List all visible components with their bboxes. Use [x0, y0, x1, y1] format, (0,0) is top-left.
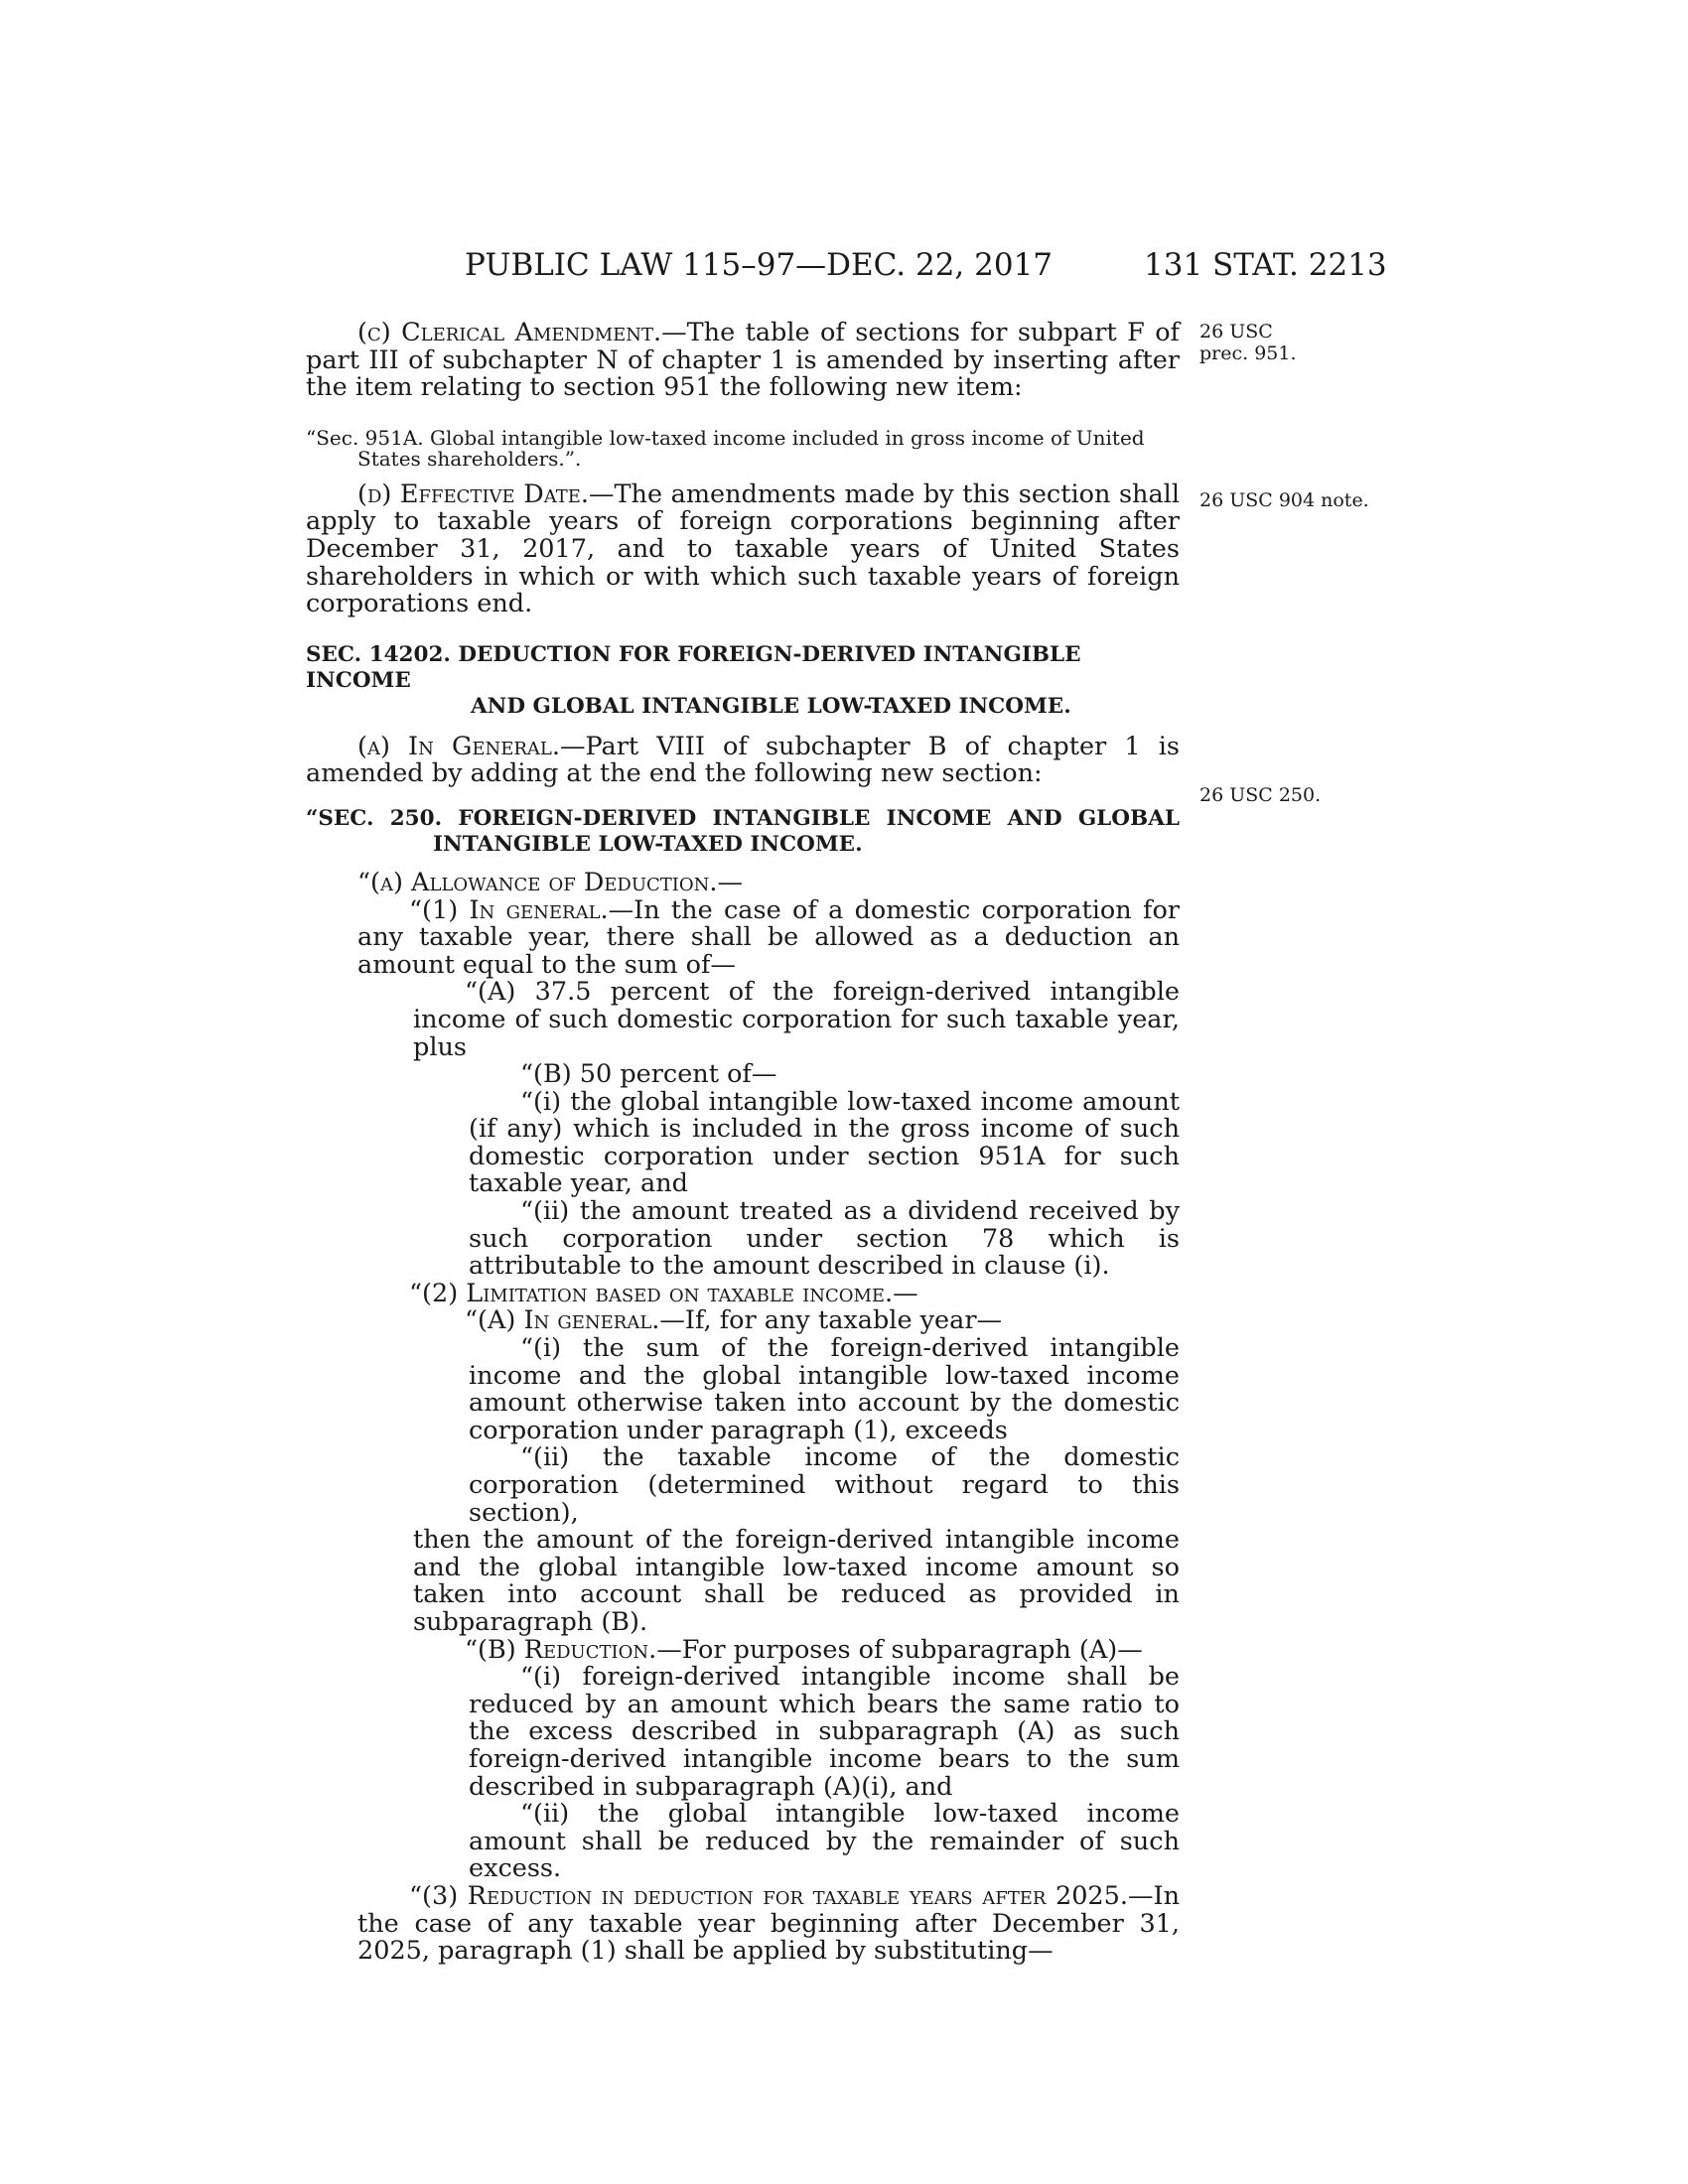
heading-allowance: “(a) Allowance of Deduction. [357, 867, 718, 897]
section-title-line: AND GLOBAL INTANGIBLE LOW-TAXED INCOME. [471, 693, 1071, 719]
paragraph-text: — [717, 867, 744, 897]
paragraph-text: —Part VIII of subchapter B of chapter 1 is amended by adding at the end the following new section: [306, 731, 1180, 789]
paragraph-1 [306, 894, 1180, 980]
margin-note-line: 26 USC [1199, 321, 1273, 342]
paragraph-text: —The amendments made by this section shall apply to taxable years of foreign corporations beginning after December 31, 2017, and to taxable years of United States shareholders in which or with which such taxable years of foreign corporations end. [306, 478, 1180, 619]
document-body [306, 320, 1180, 1966]
item-line: “Sec. 951A. Global intangible low-taxed income included in gross income of United [306, 425, 1145, 450]
paragraph-2 [306, 1278, 1180, 1308]
heading-effective-date: (d) Effective Date. [357, 478, 590, 509]
heading-in-general-1: “(1) In general. [409, 894, 609, 925]
heading-limitation: “(2) Limitation based on taxable income. [409, 1278, 894, 1308]
subparagraph-2B [306, 1634, 1180, 1665]
margin-note-usc-951 [1199, 321, 1297, 364]
heading-in-general-2A: “(A) In general. [465, 1305, 660, 1336]
page-number: 131 STAT. 2213 [1144, 247, 1387, 283]
subparagraph-A: “(A) 37.5 percent of the foreign-derived intangible income of such domestic corporation for such taxable year, plus [413, 977, 1180, 1062]
running-header-title: PUBLIC LAW 115–97—DEC. 22, 2017 [465, 247, 1054, 283]
paragraph-d [306, 478, 1180, 619]
section-title-line: INTANGIBLE LOW-TAXED INCOME. [433, 831, 863, 857]
margin-note-line: prec. 951. [1199, 342, 1297, 364]
section-14202-title [306, 642, 1180, 720]
clause-B-ii: “(ii) the amount treated as a dividend received by such corporation under section 78 which is attributable to the amount described in clause (i). [469, 1196, 1180, 1282]
heading-reduction: “(B) Reduction. [465, 1634, 657, 1665]
section-title-line: “SEC. 250. FOREIGN-DERIVED INTANGIBLE INCOME AND GLOBAL [306, 805, 1180, 831]
paragraph-3 [306, 1880, 1180, 1967]
clause-2B-i: “(i) foreign-derived intangible income shall be reduced by an amount which bears the same ratio to the excess described in subparagraph (A) as such foreign-derived intangible income bears to the sum described in subparagraph (A)(i), and [469, 1662, 1180, 1802]
paragraph-text: —If, for any taxable year— [659, 1305, 1003, 1336]
paragraph-a [306, 731, 1180, 789]
paragraph-text: —In the case of a domestic corporation for any taxable year, there shall be allowed as a deduction an amount equal to the sum of— [357, 894, 1180, 980]
section-title-line: SEC. 14202. DEDUCTION FOR FOREIGN-DERIVED INTANGIBLE INCOME [306, 641, 1081, 693]
margin-note-usc-250: 26 USC 250. [1199, 784, 1322, 806]
heading-in-general: (a) In General. [357, 731, 560, 761]
paragraph-text: — [893, 1278, 918, 1308]
heading-reduction-after-2025: “(3) Reduction in deduction for taxable years after 2025. [409, 1880, 1128, 1911]
subparagraph-B: “(B) 50 percent of— [520, 1059, 777, 1090]
section-250-title [306, 806, 1180, 858]
paragraph-text: —For purposes of subparagraph (A)— [656, 1634, 1143, 1665]
clause-2A-i: “(i) the sum of the foreign-derived intangible income and the global intangible low-taxed income amount otherwise taken into account by the domestic corporation under paragraph (1), exceeds [469, 1333, 1180, 1445]
subparagraph-2A [306, 1307, 1180, 1335]
flush-text-then: then the amount of the foreign-derived intangible income and the global intangible low-taxed income amount so taken into account shall be reduced as provided in subparagraph (B). [413, 1525, 1180, 1637]
paragraph-text: —In the case of any taxable year beginning after December 31, 2025, paragraph (1) shall be applied by substituting— [357, 1880, 1180, 1967]
paragraph-text: —The table of sections for subpart F of part III of subchapter N of chapter 1 is amended by inserting after the item relating to section 951 the following new item: [306, 318, 1180, 403]
inserted-item [306, 425, 1180, 471]
item-line: States shareholders.”. [357, 446, 582, 471]
heading-clerical-amendment: (c) Clerical Amendment. [357, 318, 662, 347]
paragraph-c [306, 320, 1180, 402]
clause-B-i: “(i) the global intangible low-taxed income amount (if any) which is included in the gross income of such domestic corporation under section 951A for such taxable year, and [469, 1086, 1180, 1199]
clause-2B-ii: “(ii) the global intangible low-taxed income amount shall be reduced by the remainder of such excess. [469, 1799, 1180, 1884]
clause-2A-ii: “(ii) the taxable income of the domestic corporation (determined without regard to this section), [469, 1442, 1180, 1528]
margin-note-usc-904: 26 USC 904 note. [1199, 489, 1369, 511]
subsection-allowance [306, 867, 1180, 897]
